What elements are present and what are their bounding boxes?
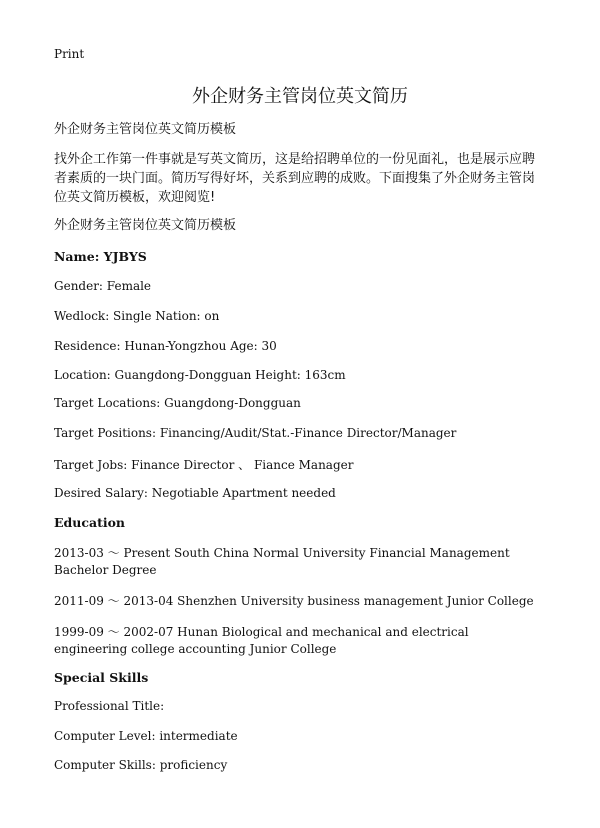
computer-skills-line: Computer Skills: proficiency <box>54 758 228 772</box>
subtitle-repeat: 外企财务主管岗位英文简历模板 <box>54 218 237 233</box>
print-link[interactable]: Print <box>54 47 85 61</box>
intro-paragraph: 找外企工作第一件事就是写英文简历，这是给招聘单位的一份见面礼，也是展示应聘者素质的一块门面。简历写得好坏，关系到应聘的成败。下面搜集了外企财务主管岗位英文简历模板，欢迎阅览! <box>54 152 536 205</box>
page-title: 外企财务主管岗位英文简历 <box>192 86 408 107</box>
education-heading: Education <box>54 515 126 530</box>
education-item: 2013-03 ～ Present South China Normal University Financial Management Bachelor Degree <box>54 546 510 577</box>
subtitle: 外企财务主管岗位英文简历模板 <box>54 122 237 137</box>
education-item: 1999-09 ～ 2002-07 Hunan Biological and mechanical and electrical engineering college accounting Junior College <box>54 625 469 656</box>
residence-line: Residence: Hunan-Yongzhou Age: 30 <box>54 339 277 353</box>
gender-line: Gender: Female <box>54 279 152 293</box>
name-line: Name: YJBYS <box>54 249 147 264</box>
education-item: 2011-09 ～ 2013-04 Shenzhen University business management Junior College <box>54 594 534 608</box>
desired-salary-line: Desired Salary: Negotiable Apartment needed <box>54 486 336 500</box>
location-line: Location: Guangdong-Dongguan Height: 163cm <box>54 368 346 382</box>
target-locations-line: Target Locations: Guangdong-Dongguan <box>54 396 301 410</box>
professional-title-line: Professional Title: <box>54 699 165 713</box>
target-jobs-line: Target Jobs: Finance Director 、 Fiance Manager <box>54 458 354 472</box>
computer-level-line: Computer Level: intermediate <box>54 729 238 743</box>
special-skills-heading: Special Skills <box>54 670 149 685</box>
target-positions-line: Target Positions: Financing/Audit/Stat.-Finance Director/Manager <box>54 426 457 440</box>
wedlock-line: Wedlock: Single Nation: on <box>54 309 220 323</box>
